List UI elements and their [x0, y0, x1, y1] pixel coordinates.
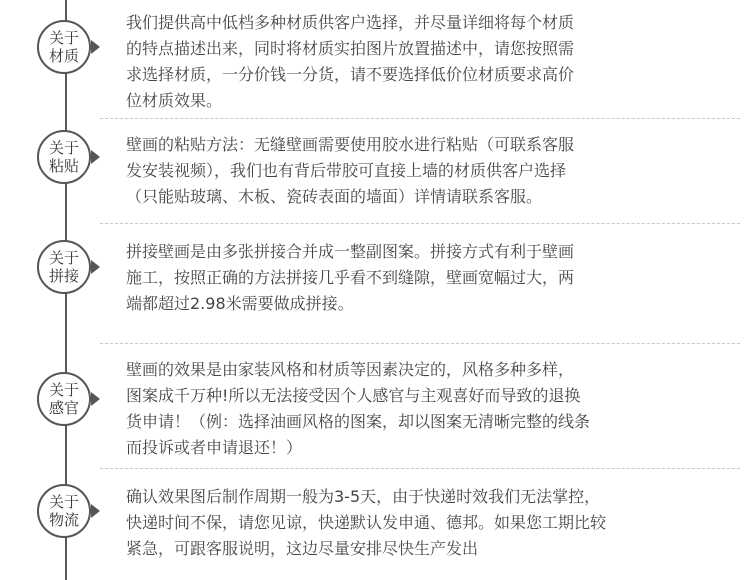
pointer-arrow	[91, 504, 100, 518]
pointer-arrow	[91, 40, 100, 54]
section-text-logistics: 确认效果图后制作周期一般为3-5天，由于快递时效我们无法掌控， 快递时间不保，请您见谅，快递默认发申通、德邦。如果您工期比较 紧急，可跟客服说明，这边尽量安排尽快生产发出	[126, 487, 607, 558]
section-text-splice: 拼接壁画是由多张拼接合并成一整副图案。拼接方式有利于壁画 施工，按照正确的方法拼接几乎看不到缝隙，壁画宽幅过大，两 端都超过2.98米需要做成拼接。	[126, 242, 575, 313]
divider	[100, 118, 740, 119]
section-badge-paste	[37, 130, 91, 184]
badge-line-2: 拼接	[48, 267, 79, 285]
divider	[100, 343, 740, 344]
badge-line-1: 关于	[48, 29, 79, 47]
badge-line-1: 关于	[48, 493, 79, 511]
section-badge-material	[37, 20, 91, 74]
pointer-arrow	[91, 150, 100, 164]
divider	[100, 223, 740, 224]
badge-line-2: 物流	[48, 511, 79, 529]
pointer-arrow	[91, 260, 100, 274]
badge-line-1: 关于	[48, 139, 79, 157]
badge-line-1: 关于	[48, 381, 79, 399]
section-badge-perception	[37, 372, 91, 426]
divider	[100, 468, 740, 469]
badge-line-2: 感官	[48, 399, 79, 417]
badge-line-1: 关于	[48, 249, 79, 267]
section-text-perception: 壁画的效果是由家装风格和材质等因素决定的，风格多种多样， 图案成千万种!所以无法接受因个人感官与主观喜好而导致的退换 货申请！（例：选择油画风格的图案，却以图案无清晰完整的线条 而投诉或者申请退还！）	[126, 360, 591, 457]
pointer-arrow	[91, 392, 100, 406]
section-text-material: 我们提供高中低档多种材质供客户选择，并尽量详细将每个材质 的特点描述出来，同时将材质实拍图片放置描述中，请您按照需 求选择材质，一分价钱一分货，请不要选择低价位材质要求高价 位材质效果。	[126, 13, 575, 110]
section-badge-logistics	[37, 484, 91, 538]
section-text-paste: 壁画的粘贴方法：无缝壁画需要使用胶水进行粘贴（可联系客服 发安装视频），我们也有背后带胶可直接上墙的材质供客户选择 （只能贴玻璃、木板、瓷砖表面的墙面）详情请联系客服。	[126, 135, 575, 206]
section-badge-splice	[37, 240, 91, 294]
badge-line-2: 粘贴	[48, 157, 79, 175]
badge-line-2: 材质	[48, 47, 79, 65]
